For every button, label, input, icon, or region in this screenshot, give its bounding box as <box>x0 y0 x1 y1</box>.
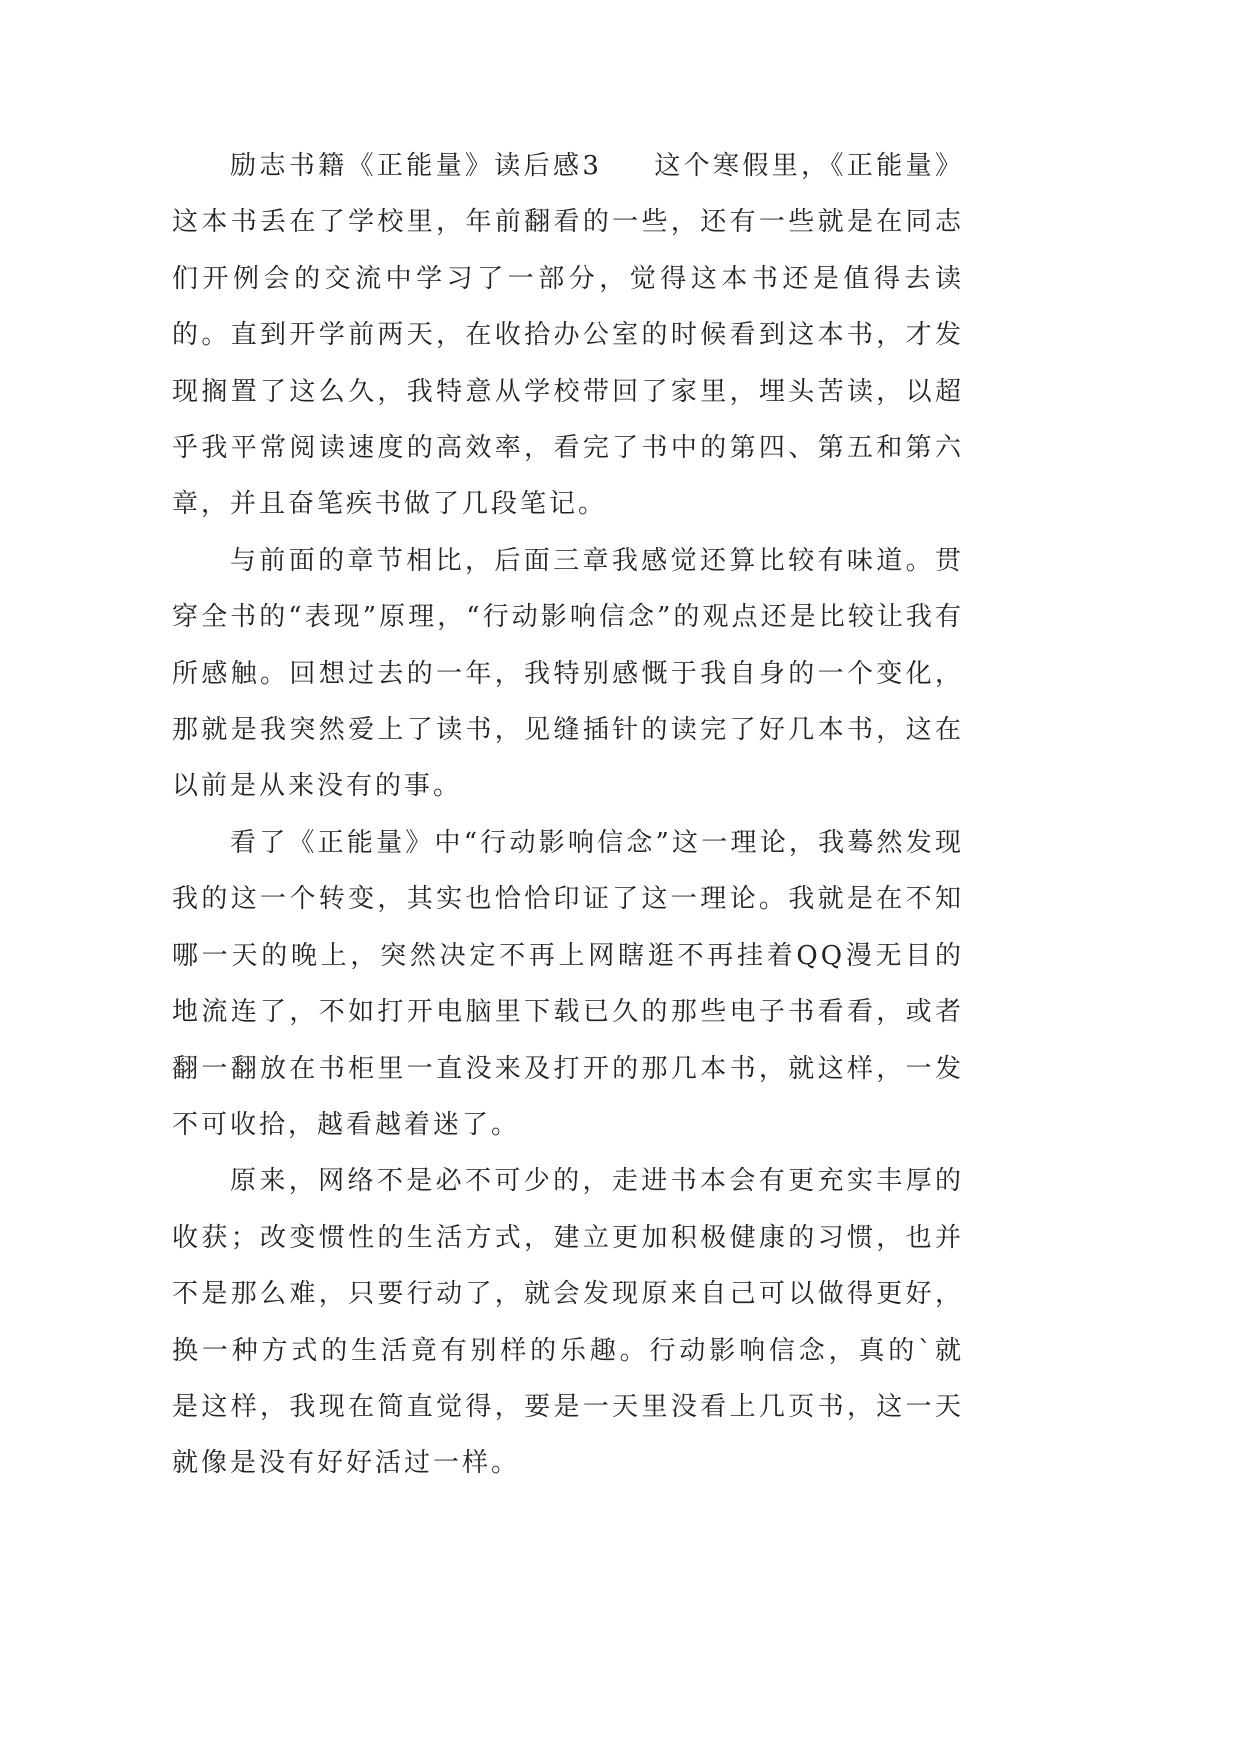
paragraph-4: 原来，网络不是必不可少的，走进书本会有更充实丰厚的收获；改变惯性的生活方式，建立更加积极健康的习惯，也并不是那么难，只要行动了，就会发现原来自己可以做得更好，换一种方式的生活竟有别样的乐趣。行动影响信念，真的`就是这样，我现在简直觉得，要是一天里没看上几页书，这一天就像是没有好好活过一样。 <box>172 1166 964 1479</box>
paragraph-1 <box>172 138 964 533</box>
paragraph-1-text: 这个寒假里，《正能量》这本书丢在了学校里，年前翻看的一些，还有一些就是在同志们开例会的交流中学习了一部分，觉得这本书还是值得去读的。直到开学前两天，在收拾办公室的时候看到这本书，才发现搁置了这么久，我特意从学校带回了家里，埋头苦读，以超乎我平常阅读速度的高效率，看完了书中的第四、第五和第六章，并且奋笔疾书做了几段笔记。 <box>172 151 964 520</box>
paragraph-3: 看了《正能量》中“行动影响信念”这一理论，我蓦然发现我的这一个转变，其实也恰恰印证了这一理论。我就是在不知哪一天的晚上，突然决定不再上网瞎逛不再挂着QQ漫无目的地流连了，不如打开电脑里下载已久的那些电子书看看，或者翻一翻放在书柜里一直没来及打开的那几本书，就这样，一发不可收拾，越看越着迷了。 <box>172 827 964 1140</box>
paragraph-2: 与前面的章节相比，后面三章我感觉还算比较有味道。贯穿全书的“表现”原理，“行动影响信念”的观点还是比较让我有所感触。回想过去的一年，我特别感慨于我自身的一个变化，那就是我突然爱上了读书，见缝插针的读完了好几本书，这在以前是从来没有的事。 <box>172 545 964 802</box>
document-body <box>172 138 964 1492</box>
document-title: 励志书籍《正能量》读后感3 <box>230 151 602 181</box>
